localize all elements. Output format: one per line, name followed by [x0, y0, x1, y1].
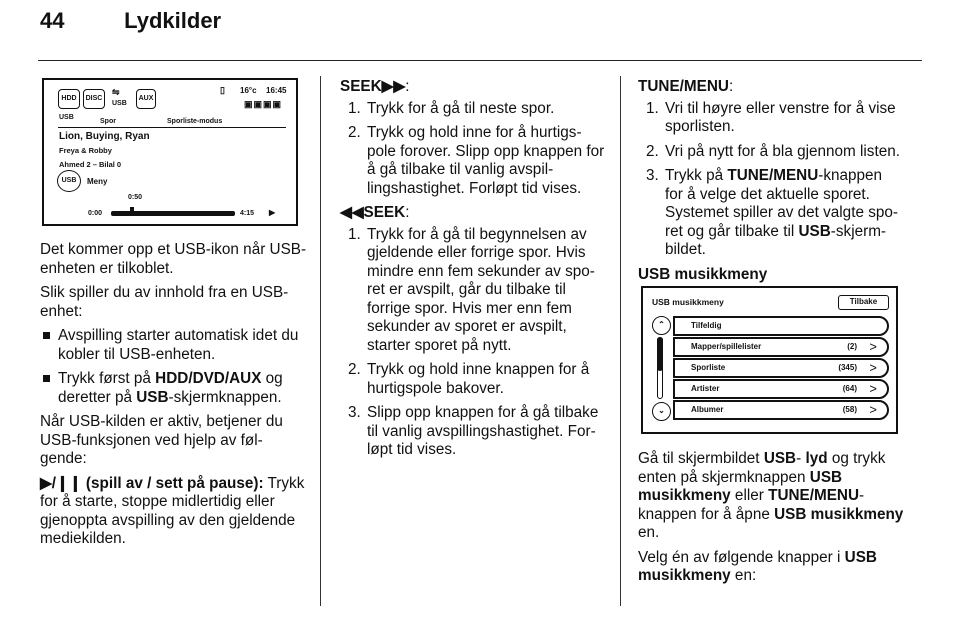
- text-bold: USB musikkmeny: [774, 505, 904, 523]
- tune-menu-steps: [638, 100, 904, 260]
- chevron-right-icon: >: [869, 360, 877, 375]
- step-number: 3.: [348, 404, 361, 421]
- step-text: Trykk for å gå til begynnelsen av gjeldende eller forrige spor. Hvis mindre enn fem sekunder av spo-ret er avspilt, går du tilbake til forrige spor. Hvis mer enn fem sekunder av sporet er avspilt, starter sporet på nytt.: [367, 225, 595, 354]
- text-bold: TUNE/MENU: [768, 487, 860, 504]
- step-number: 1.: [348, 99, 361, 117]
- text-bold: USB musikkmeny: [638, 548, 877, 584]
- end-time: 4:15: [240, 210, 255, 217]
- scrollbar-thumb: [657, 337, 663, 371]
- menu-item-label: Artister: [691, 384, 720, 393]
- step-text: Slipp opp knappen for å gå tilbake til vanlig avspillingshastighet. For-løpt tid vises.: [367, 404, 599, 458]
- usb-playback-screenshot: [42, 78, 298, 226]
- right-column: [638, 78, 904, 290]
- header-rule: [38, 60, 922, 61]
- chevron-right-icon: >: [869, 339, 877, 354]
- aux-button: AUX: [136, 89, 156, 109]
- status-icons: ▣▣▣▣: [244, 99, 283, 109]
- step-text-bold: TUNE/MENU: [727, 167, 819, 184]
- menu-label: Meny: [87, 177, 108, 186]
- text: Velg én av følgende knapper i: [638, 548, 845, 566]
- step-text: Vri på nytt for å bla gjennom listen.: [665, 142, 900, 160]
- back-button: Tilbake: [838, 295, 889, 310]
- bullet-text: og deretter på: [58, 370, 283, 406]
- text: eller: [730, 487, 769, 504]
- menu-item-count: (64): [842, 384, 857, 393]
- step-text: Trykk på: [665, 167, 728, 184]
- menu-item-label: Tilfeldig: [691, 321, 722, 330]
- step-number: 1.: [348, 225, 361, 243]
- menu-item-artister: [673, 379, 889, 399]
- step-number: 3.: [646, 167, 659, 184]
- text-bold: lyd: [805, 450, 828, 467]
- menu-item-label: Sporliste: [691, 363, 726, 372]
- page-title: Lydkilder: [124, 8, 222, 33]
- seek-back-heading: [340, 204, 606, 223]
- seek-forward-heading: [340, 78, 606, 97]
- usb-controls-intro: Når USB-kilden er aktiv, betjener du USB-funksjonen ved hjelp av føl-gende:: [40, 413, 283, 467]
- open-usb-menu-instruction: [638, 450, 904, 543]
- step-number: 2.: [348, 124, 361, 141]
- seek-forward-steps: [340, 100, 606, 199]
- bullet-item: [40, 327, 308, 364]
- column-divider-2: [620, 76, 621, 606]
- step-number: 1.: [646, 99, 659, 117]
- track-title: Lion, Buying, Ryan: [59, 131, 150, 142]
- middle-column: [340, 78, 606, 466]
- scroll-up-button: ⌃: [652, 316, 671, 335]
- usb-play-intro: Slik spiller du av innhold fra en USB-enhet:: [40, 284, 289, 320]
- text: -knappen for å åpne: [638, 487, 865, 523]
- step-text: Trykk og hold inne for å hurtigs-pole forover. Slipp opp knappen for å gå tilbake til vanlig avspil-lingshastighet. Forløpt tid vises.: [367, 124, 605, 197]
- step-number: 2.: [646, 142, 659, 160]
- tune-menu-label: TUNE/MENU: [638, 78, 729, 95]
- step-item: [340, 404, 606, 460]
- step-item: [340, 226, 606, 356]
- menu-item-count: (2): [847, 342, 857, 351]
- bullet-mark: [43, 332, 50, 339]
- tab-underline: [58, 127, 286, 128]
- bullet-text-bold: USB: [136, 388, 169, 406]
- menu-item-mapper: [673, 337, 889, 357]
- step-item: [340, 361, 606, 398]
- usb-icon: ⇋: [112, 87, 120, 97]
- menu-item-tilfeldig: [673, 316, 889, 336]
- step-item: [638, 143, 904, 162]
- text-bold: USB musikkmeny: [638, 468, 843, 504]
- step-number: 2.: [348, 361, 361, 378]
- chevron-right-icon: >: [869, 402, 877, 417]
- usb-icon-label: USB: [112, 100, 127, 107]
- page-header: [40, 8, 221, 34]
- usb-menu-screenshot: [641, 286, 898, 434]
- play-pause-text: Trykk for å starte, stoppe midlertidig eller gjenoppta avspilling av den gjeldende mediekilden.: [40, 474, 305, 547]
- usb-icon-note: Det kommer opp et USB-ikon når USB-enheten er tilkoblet.: [40, 241, 307, 277]
- usb-menu-button-label: USB: [61, 177, 77, 184]
- track-artist: Freya & Robby: [59, 146, 112, 155]
- step-item: [638, 167, 904, 260]
- seek-back-steps: [340, 226, 606, 460]
- step-text: Trykk og hold inne knappen for å hurtigspole bakover.: [367, 361, 590, 397]
- progress-knob: [130, 207, 134, 213]
- start-time: 0:00: [88, 210, 103, 217]
- info-icon: ▯: [220, 85, 225, 95]
- text: en.: [638, 524, 660, 541]
- bullet-text: -skjermknappen.: [168, 388, 282, 406]
- menu-item-sporliste: [673, 358, 889, 378]
- step-text: Trykk for å gå til neste spor.: [367, 99, 555, 117]
- menu-item-count: (58): [842, 405, 857, 414]
- step-item: [340, 100, 606, 119]
- track-album: Ahmed 2 – Bilal 0: [59, 160, 122, 169]
- step-text: Vri til høyre eller venstre for å vise sporlisten.: [665, 99, 896, 135]
- text: -: [796, 450, 806, 467]
- text: Gå til skjermbildet: [638, 450, 764, 467]
- left-column: [40, 241, 308, 555]
- right-column-lower: [638, 450, 904, 592]
- colon: :: [405, 78, 410, 95]
- bullet-text-bold: HDD/DVD/AUX: [155, 370, 262, 387]
- scroll-down-button: ⌄: [652, 402, 671, 421]
- menu-item-count: (345): [838, 363, 857, 372]
- tune-menu-heading: [638, 78, 904, 97]
- text: en:: [730, 567, 757, 584]
- usb-menu-button: [57, 170, 81, 192]
- play-pause-description: [40, 475, 308, 549]
- step-item: [340, 124, 606, 198]
- usb-menu-title: USB musikkmeny: [652, 297, 724, 307]
- step-text-bold: USB: [798, 222, 831, 240]
- hdd-button: HDD: [58, 89, 80, 109]
- usb-menu-heading: USB musikkmeny: [638, 265, 768, 283]
- tab-sporliste-modus: Sporliste-modus: [167, 118, 223, 125]
- menu-item-label: Albumer: [691, 405, 724, 414]
- play-pause-label: ▶/❙❙ (spill av / sett på pause):: [40, 474, 264, 492]
- seek-forward-label: SEEK▶▶: [340, 78, 406, 95]
- colon: :: [405, 204, 410, 221]
- page-number: 44: [40, 8, 65, 33]
- step-text: -skjerm-bildet.: [665, 222, 887, 258]
- bullet-text: Avspilling starter automatisk idet du kobler til USB-enheten.: [58, 327, 299, 363]
- tab-usb: USB: [59, 114, 74, 121]
- tab-spor: Spor: [100, 118, 116, 125]
- text-bold: USB: [763, 450, 797, 467]
- seek-back-label: ◀◀SEEK: [340, 204, 406, 221]
- clock: 16:45: [266, 86, 287, 95]
- menu-item-albumer: [673, 400, 889, 420]
- disc-button: DISC: [83, 89, 105, 109]
- bullet-mark: [43, 375, 50, 382]
- playback-position: 0:50: [128, 194, 143, 201]
- chevron-right-icon: >: [869, 381, 877, 396]
- play-icon: ▶: [269, 208, 276, 217]
- bullet-text: Trykk først på: [58, 370, 156, 387]
- text: og trykk enten på skjermknappen: [638, 450, 886, 486]
- menu-item-label: Mapper/spillelister: [691, 342, 762, 351]
- select-option-instruction: [638, 549, 904, 586]
- usb-play-bullets: [40, 327, 308, 407]
- step-text: -knappen for å velge det aktuelle sporet. Systemet spiller av det valgte spo-ret og går tilbake til: [665, 167, 898, 240]
- colon: :: [728, 78, 734, 95]
- bullet-item: [40, 370, 308, 407]
- step-item: [638, 100, 904, 137]
- temperature: 16°c: [240, 86, 257, 95]
- column-divider-1: [320, 76, 321, 606]
